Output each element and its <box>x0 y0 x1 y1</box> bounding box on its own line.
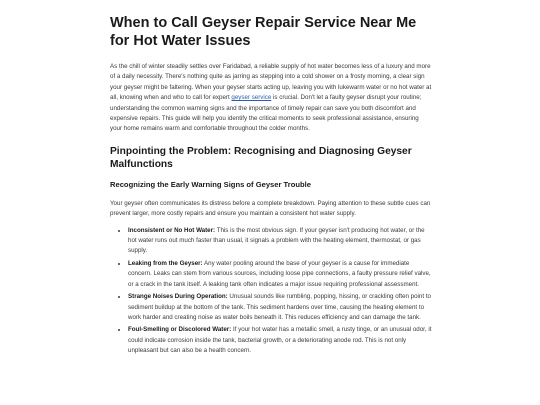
article-content <box>110 14 432 359</box>
list-item-label: Leaking from the Geyser: <box>128 259 203 267</box>
list-item <box>128 325 432 356</box>
list-item <box>128 226 432 257</box>
subsection-heading: Recognizing the Early Warning Signs of Geyser Trouble <box>110 179 311 189</box>
geyser-service-link[interactable]: geyser service <box>231 94 272 102</box>
warning-signs-list <box>110 226 432 357</box>
subsection-intro: Your geyser often communicates its distress before a complete breakdown. Paying attention to these subtle cues can prevent larger, more costly repairs and ensure you maintain a consistent hot water supply. <box>110 199 431 218</box>
intro-text-after-link: is crucial. Don't let a faulty geyser disrupt your routine; understanding the common warning signs and the importance of timely repair can save you both discomfort and expensive repairs. This guide will help you identify the critical moments to seek professional assistance, ensuring your home remains warm and comfortable throughout the colder months. <box>110 94 422 133</box>
list-item <box>128 292 432 323</box>
section-heading: Pinpointing the Problem: Recognising and Diagnosing Geyser Malfunctions <box>110 145 412 170</box>
list-item-text: This is the most obvious sign. If your geyser isn't producing hot water, or the hot water runs out much faster than usual, it signals a problem with the heating element, thermostat, or gas supply. <box>128 226 425 255</box>
intro-text-before-link: As the chill of winter steadily settles over Faridabad, a reliable supply of hot water becomes less of a luxury and more of a daily necessity. There's nothing quite as jarring as stepping into a cold shower on a frosty morning, a clear sign your geyser might be faltering. When your geyser starts acting up, leaving you with lukewarm water or no hot water at all, knowing when and who to call for expert <box>110 63 432 102</box>
intro-paragraph <box>110 62 432 135</box>
list-item-label: Inconsistent or No Hot Water: <box>128 226 216 234</box>
list-item-text: If your hot water has a metallic smell, a rusty tinge, or an unusual odor, it could indicate corrosion inside the tank, bacterial growth, or a deteriorating anode rod. This is not only unpleasant but can also be a health concern. <box>128 326 432 355</box>
list-item <box>128 259 432 290</box>
list-item-label: Strange Noises During Operation: <box>128 293 228 301</box>
list-item-text: Unusual sounds like rumbling, popping, hissing, or crackling often point to sediment buildup at the bottom of the tank. This sediment hardens over time, causing the heating element to work harder and creating noise as water boils beneath it. This reduces efficiency and can damage the tank. <box>128 293 431 321</box>
article-title: When to Call Geyser Repair Service Near Me for Hot Water Issues <box>110 15 417 49</box>
list-item-label: Foul-Smelling or Discolored Water: <box>128 326 232 334</box>
list-item-text: Any water pooling around the base of your geyser is a cause for immediate concern. Leaks can stem from various sources, including loose pipe connections, a faulty pressure relief valve, or a crack in the tank itself. A leaking tank often indicates a major issue requiring professional assessment. <box>128 259 431 288</box>
